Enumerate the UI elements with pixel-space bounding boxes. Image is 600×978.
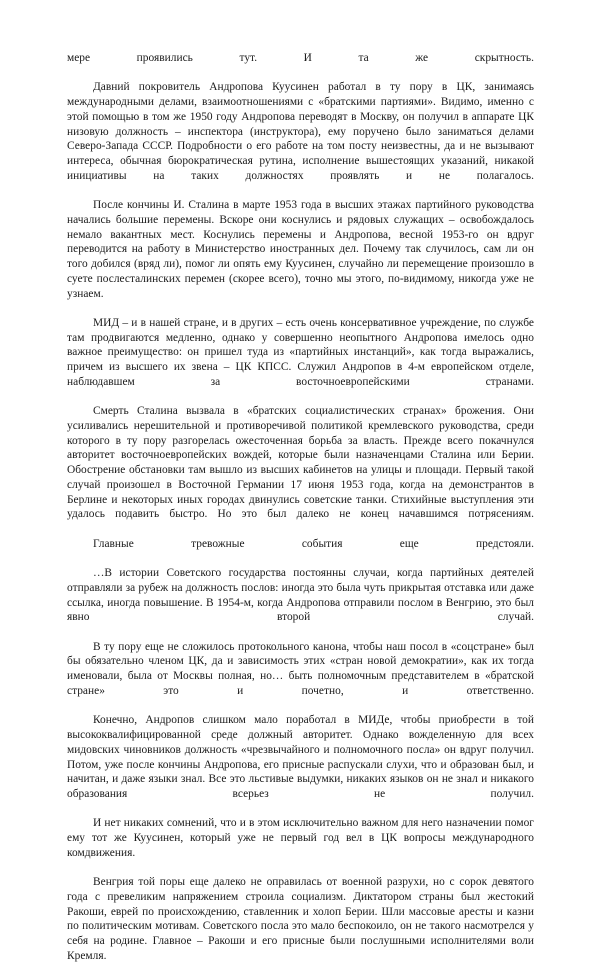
paragraph: Конечно, Андропов слишком мало поработал в МИДе, чтобы приобрести в той высококвалифицированной среде должный авторитет. Однако вожделенную для всех мидовских чиновников должность «чрезвычайного и полномочного посла» он вдруг получил. Потом, уже после кончины Андропова, его присные распускали слухи, что и образован был, и начитан, и даже языки знал. Все это льстивые выдумки, никаких языков он не знал и никакого образования всерьез не получил. [67,714,534,800]
paragraph: Смерть Сталина вызвала в «братских социалистических странах» брожения. Они усиливались нерешительной и противоречивой политикой кремлевского руководства, среди которого в ту пору разгорелась ожесточенная борьба за власть. Прежде всего покачнулся авторитет восточноевропейских вождей, которые были назначенцами Сталина или Берии. Обострение обстановки там вышло из высших кабинетов на улицы и площади. Первый такой случай произошел в Восточной Германии 17 июня 1953 года, когда на демонстрантов в Берлине и некоторых иных городах двинулись советские танки. Стихийные выступления эти удалось подавить быстро. Но это был далеко не конец начавшимся потрясениям. [67,405,534,521]
paragraph: мере проявились тут. И та же скрытность. [67,52,534,64]
paragraph: Венгрия той поры еще далеко не оправилась от военной разрухи, но с сорок девятого года с превеликим напряжением строила социализм. Диктатором страны был жестокий Ракоши, еврей по происхождению, ставленник и холоп Берии. Шли массовые аресты и казни по политическим мотивам. Советского посла это мало беспокоило, он не такого насмотрелся у себя на родине. Главное – Ракоши и его присные были послушными исполнителями воли Кремля. [67,876,534,962]
paragraph: В ту пору еще не сложилось протокольного канона, чтобы наш посол в «соцстране» был бы обязательно членом ЦК, да и зависимость этих «стран новой демократии», как их тогда именовали, была от Москвы полная, но… быть полномочным представителем в «братской стране» это и почетно, и ответственно. [67,640,534,697]
paragraph: Давний покровитель Андропова Куусинен работал в ту пору в ЦК, занимаясь международными делами, взаимоотношениями с «братскими партиями». Видимо, именно с этой помощью в том же 1950 году Андропова переводят в Москву, он получил в аппарате ЦК низовую должность – инспектора (инструктора), ему поручено было заниматься делами Северо-Запада СССР. Подробности о его работе на том посту неизвестны, да и не вызывают интереса, обычная бюрократическая рутина, исполнение вышестоящих указаний, никакой инициативы на таких должностях проявлять и не полагалось. [67,81,534,182]
paragraph: МИД – и в нашей стране, и в других – есть очень консервативное учреждение, по службе там продвигаются медленно, однако у совершенно неопытного Андропова имелось одно важное преимущество: он пришел туда из «партийных инстанций», как тогда выражались, причем из высшего их звена – ЦК КПСС. Служил Андропов в 4-м европейском отделе, наблюдавшем за восточноевропейскими странами. [67,316,534,388]
paragraph: После кончины И. Сталина в марте 1953 года в высших этажах партийного руководства начались большие перемены. Вскоре они коснулись и рядовых служащих – освобождалось немало вакантных мест. Коснулись перемены и Андропова, весной 1953-го он вдруг переводится на работу в Министерство иностранных дел. Почему так случилось, сам ли он того добился (вряд ли), помог ли опять ему Куусинен, случайно ли перемещение произошло в суете послесталинских перемен (скорее всего), точно мы этого, по-видимому, никогда уже не узнаем. [67,199,534,300]
body-text-column [67,51,534,978]
paragraph: Главные тревожные события еще предстояли. [93,537,534,550]
paragraph: И нет никаких сомнений, что и в этом исключительно важном для него назначении помог ему тот же Куусинен, который уже не первый год вел в ЦК вопросы международного комдвижения. [67,817,534,859]
paragraph: …В истории Советского государства постоянны случаи, когда партийных деятелей отправляли за рубеж на должность послов: иногда это была чуть прикрытая отставка или даже ссылка, иногда повышение. В 1954-м, когда Андропова отправили послом в Венгрию, это был явно второй случай. [67,567,534,624]
